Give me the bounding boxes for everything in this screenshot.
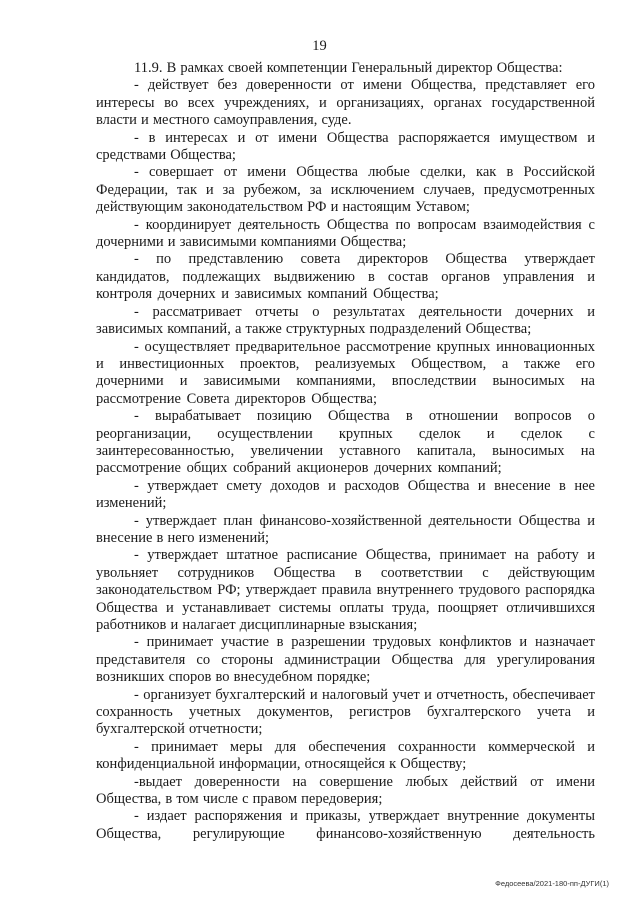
list-item: - принимает участие в разрешении трудовых конфликтов и назначает представителя со стороны администрации Общества для урегулирования возникших споров во внесудебном порядке; bbox=[96, 634, 595, 686]
document-body bbox=[96, 60, 595, 843]
list-item: - утверждает штатное расписание Общества, принимает на работу и увольняет сотрудников Общества в соответствии с действующим законодательством РФ; утверждает правила внутреннего трудового распорядка Общества и устанавливает системы оплаты труда, поощряет отличившихся работников и налагает дисциплинарные взыскания; bbox=[96, 547, 595, 633]
list-item: - осуществляет предварительное рассмотрение крупных инновационных и инвестиционных проектов, реализуемых Обществом, а также его дочерними и зависимыми компаниями, впоследствии выносимых на рассмотрение Совета директоров Общества; bbox=[96, 338, 595, 407]
list-item: - рассматривает отчеты о результатах деятельности дочерних и зависимых компаний, а также структурных подразделений Общества; bbox=[96, 303, 595, 338]
list-item: - издает распоряжения и приказы, утверждает внутренние документы Общества, регулирующие финансово-хозяйственную деятельность bbox=[96, 808, 595, 842]
list-item: - утверждает план финансово-хозяйственной деятельности Общества и внесение в него изменений; bbox=[96, 512, 595, 546]
list-item: -выдает доверенности на совершение любых действий от имени Общества, в том числе с правом передоверия; bbox=[96, 773, 595, 808]
section-heading: 11.9. В рамках своей компетенции Генеральный директор Общества: bbox=[134, 60, 563, 76]
document-footer-code: Федосеева/2021-180-пп-ДУГИ(1) bbox=[495, 879, 609, 888]
list-item: - по представлению совета директоров Общества утверждает кандидатов, подлежащих выдвижению в состав органов управления и контроля дочерних и зависимых компаний Общества; bbox=[96, 251, 595, 303]
list-item: - вырабатывает позицию Общества в отношении вопросов о реорганизации, осуществлении крупных сделок и сделок с заинтересованностью, увеличении уставного капитала, выносимых на рассмотрение общих собраний акционеров дочерних компаний; bbox=[96, 408, 595, 477]
page-number: 19 bbox=[312, 38, 327, 54]
list-item: - организует бухгалтерский и налоговый учет и отчетность, обеспечивает сохранность учетных документов, регистров бухгалтерского учета и бухгалтерской отчетности; bbox=[96, 686, 595, 738]
list-item: - координирует деятельность Общества по вопросам взаимодействия с дочерними и зависимыми компаниями Общества; bbox=[96, 216, 595, 251]
list-item: - в интересах и от имени Общества распоряжается имуществом и средствами Общества; bbox=[96, 129, 595, 164]
list-item: - утверждает смету доходов и расходов Общества и внесение в нее изменений; bbox=[96, 477, 595, 512]
list-item: - действует без доверенности от имени Общества, представляет его интересы во всех учреждениях, и организациях, органах государственной власти и местного самоуправления, суде. bbox=[96, 77, 595, 129]
list-item: - совершает от имени Общества любые сделки, как в Российской Федерации, так и за рубежом, за исключением случаев, предусмотренных действующим законодательством РФ и настоящим Уставом; bbox=[96, 164, 595, 216]
list-item: - принимает меры для обеспечения сохранности коммерческой и конфиденциальной информации, относящейся к Обществу; bbox=[96, 738, 595, 773]
